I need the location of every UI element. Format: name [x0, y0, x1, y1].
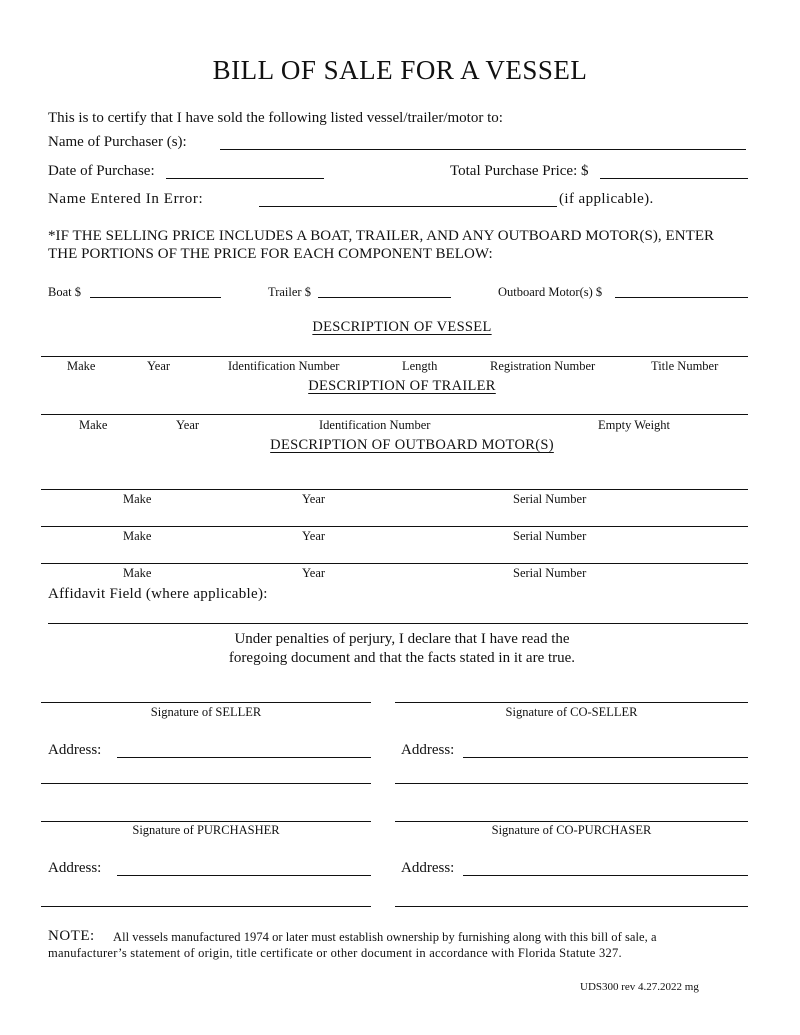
- motor-3-serial: Serial Number: [513, 566, 587, 580]
- purchaser-address-line-2[interactable]: [41, 906, 371, 907]
- affidavit-field[interactable]: [48, 623, 748, 624]
- trailer-col-empty-weight: Empty Weight: [598, 418, 671, 432]
- vessel-col-year: Year: [147, 359, 171, 373]
- vessel-details-field[interactable]: [41, 356, 748, 357]
- name-error-label: Name Entered In Error:: [48, 191, 204, 207]
- name-error-field[interactable]: [259, 206, 557, 207]
- co-seller-address-field[interactable]: [463, 757, 748, 758]
- motor-1-make: Make: [123, 492, 152, 506]
- co-seller-address-label: Address:: [401, 742, 455, 758]
- purchaser-signature-label: Signature of PURCHASHER: [132, 823, 280, 837]
- name-error-suffix: (if applicable).: [559, 191, 654, 207]
- seller-address-label: Address:: [48, 742, 102, 758]
- seller-signature-field[interactable]: [41, 702, 371, 703]
- motor-2-make: Make: [123, 529, 152, 543]
- note-line-2: manufacturer’s statement of origin, title certificate or other document in accordance with Florida Statute 327.: [48, 946, 622, 960]
- note-prefix: NOTE:: [48, 928, 95, 944]
- purchaser-name-field[interactable]: [220, 149, 746, 150]
- declaration-line-2: foregoing document and that the facts stated in it are true.: [228, 650, 576, 666]
- co-purchaser-address-line-2[interactable]: [395, 906, 748, 907]
- form-id: UDS300 rev 4.27.2022 mg: [580, 981, 699, 993]
- motor-2-serial: Serial Number: [513, 529, 587, 543]
- total-price-field[interactable]: [600, 178, 748, 179]
- trailer-col-make: Make: [79, 418, 108, 432]
- co-purchaser-address-field[interactable]: [463, 875, 748, 876]
- vessel-col-title-number: Title Number: [651, 359, 719, 373]
- trailer-details-field[interactable]: [41, 414, 748, 415]
- total-price-label: Total Purchase Price: $: [450, 163, 589, 179]
- motor-heading: DESCRIPTION OF OUTBOARD MOTOR(S): [270, 437, 554, 453]
- affidavit-label: Affidavit Field (where applicable):: [48, 586, 268, 602]
- seller-address-line-2[interactable]: [41, 783, 371, 784]
- price-notice-line-2: THE PORTIONS OF THE PRICE FOR EACH COMPONENT BELOW:: [48, 246, 493, 262]
- trailer-price-label: Trailer $: [268, 285, 311, 299]
- vessel-col-registration: Registration Number: [490, 359, 596, 373]
- purchaser-address-label: Address:: [48, 860, 102, 876]
- motor-2-year: Year: [302, 529, 326, 543]
- vessel-col-length: Length: [402, 359, 438, 373]
- page-title: BILL OF SALE FOR A VESSEL: [212, 55, 588, 85]
- co-seller-signature-label: Signature of CO-SELLER: [505, 705, 638, 719]
- trailer-heading: DESCRIPTION OF TRAILER: [308, 378, 496, 394]
- declaration-line-1: Under penalties of perjury, I declare that I have read the: [234, 631, 570, 647]
- date-of-purchase-field[interactable]: [166, 178, 324, 179]
- intro-text: This is to certify that I have sold the following listed vessel/trailer/motor to:: [48, 110, 503, 126]
- motor-3-field[interactable]: [41, 563, 748, 564]
- co-seller-signature-field[interactable]: [395, 702, 748, 703]
- co-purchaser-address-label: Address:: [401, 860, 455, 876]
- motor-price-field[interactable]: [615, 297, 748, 298]
- price-notice-line-1: *IF THE SELLING PRICE INCLUDES A BOAT, TRAILER, AND ANY OUTBOARD MOTOR(S), ENTER: [48, 228, 715, 244]
- purchaser-signature-field[interactable]: [41, 821, 371, 822]
- date-label: Date of Purchase:: [48, 163, 155, 179]
- motor-2-field[interactable]: [41, 526, 748, 527]
- vessel-heading: DESCRIPTION OF VESSEL: [312, 319, 492, 335]
- purchaser-address-field[interactable]: [117, 875, 371, 876]
- boat-price-field[interactable]: [90, 297, 221, 298]
- trailer-price-field[interactable]: [318, 297, 451, 298]
- trailer-col-year: Year: [176, 418, 200, 432]
- motor-3-make: Make: [123, 566, 152, 580]
- seller-signature-label: Signature of SELLER: [150, 705, 262, 719]
- co-purchaser-signature-label: Signature of CO-PURCHASER: [491, 823, 652, 837]
- vessel-col-make: Make: [67, 359, 96, 373]
- trailer-col-id-number: Identification Number: [319, 418, 431, 432]
- seller-address-field[interactable]: [117, 757, 371, 758]
- purchaser-label: Name of Purchaser (s):: [48, 134, 187, 150]
- motor-1-year: Year: [302, 492, 326, 506]
- note-line-1: All vessels manufactured 1974 or later must establish ownership by furnishing along with this bill of sale, a: [113, 930, 657, 944]
- vessel-col-id-number: Identification Number: [228, 359, 340, 373]
- co-seller-address-line-2[interactable]: [395, 783, 748, 784]
- motor-1-field[interactable]: [41, 489, 748, 490]
- motor-3-year: Year: [302, 566, 326, 580]
- boat-price-label: Boat $: [48, 285, 81, 299]
- co-purchaser-signature-field[interactable]: [395, 821, 748, 822]
- motor-price-label: Outboard Motor(s) $: [498, 285, 603, 299]
- motor-1-serial: Serial Number: [513, 492, 587, 506]
